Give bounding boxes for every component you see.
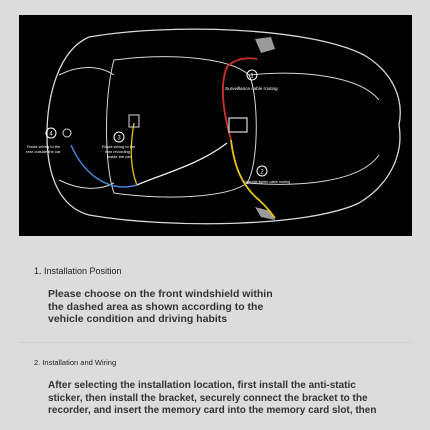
callout-3-line-2: rear recording (105, 149, 130, 154)
car-wiring-diagram (19, 15, 412, 236)
callout-1-text: Surveillance cable routing (225, 86, 278, 91)
recorder-box (229, 118, 247, 132)
section-divider (19, 342, 411, 343)
section-2-line-3: recorder, and insert the memory card into the memory card slot, then (48, 405, 377, 416)
callout-1-number: 1 (250, 73, 254, 80)
callout-4-number: 4 (49, 131, 53, 138)
section-1-heading: 1. Installation Position (34, 266, 122, 276)
rear-line (59, 180, 114, 188)
section-2-heading: 2. Installation and Wiring (34, 358, 117, 367)
callout-3-line-3: inside the car (107, 154, 131, 159)
callout-4 (26, 128, 71, 154)
route-rear-inside (131, 123, 137, 185)
mirror-top (255, 37, 275, 53)
callout-2-number: 2 (260, 169, 264, 176)
section-1-body (48, 288, 308, 326)
callout-4-line-2: rear outside the car (26, 149, 61, 154)
route-interior (137, 143, 227, 185)
callout-2 (243, 166, 290, 184)
route-surveillance (223, 58, 257, 140)
rear-outside-camera-icon (63, 129, 71, 137)
route-lighter (231, 140, 275, 218)
callout-3-line-1: Route wiring to the (102, 144, 136, 149)
section-1-line-1: Please choose on the front windshield within (48, 288, 273, 300)
section-1-line-2: the dashed area as shown according to the (48, 300, 264, 313)
callout-2-text: Cigarette lighter cable routing (243, 180, 290, 184)
trunk-line (59, 68, 114, 76)
section-2-line-1: After selecting the installation location, first install the anti-static (48, 380, 356, 391)
section-1-line-3: vehicle condition and driving habits (48, 313, 228, 325)
callout-3-number: 3 (117, 135, 121, 142)
section-2-body (48, 380, 408, 418)
car-outline-svg (19, 15, 412, 236)
car-body-outline (47, 29, 400, 224)
section-2-line-2: sticker, then install the bracket, securely connect the bracket to the (48, 392, 368, 404)
callout-4-line-1: Route wiring to the (27, 144, 61, 149)
